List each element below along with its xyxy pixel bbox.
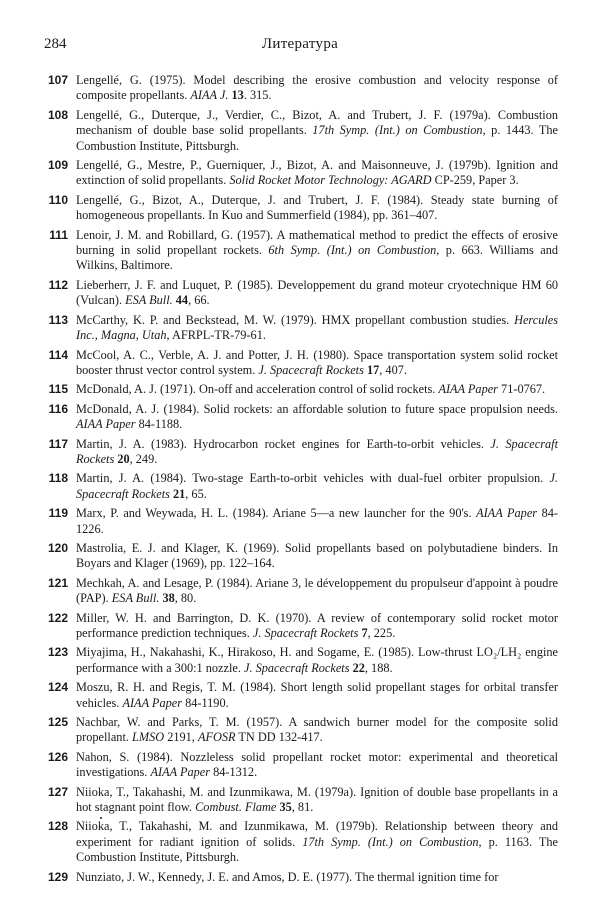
reference-italic-segment: AIAA Paper <box>76 417 136 432</box>
reference-segment: , 249. <box>129 451 158 466</box>
reference-segment: Nunziato, J. W., Kennedy, J. E. and Amos, D. E. (1977). The thermal ignition time for <box>76 869 499 884</box>
reference-italic-segment: AIAA Paper <box>150 765 211 780</box>
reference-segment: 84-1190. <box>182 695 229 710</box>
reference-segment: Moszu, R. H. and Regis, T. M. (1984). Short length solid propellant stages for orbital transfer vehicles. <box>76 680 558 710</box>
reference-volume: 7 <box>361 626 368 640</box>
reference-number: 118 <box>48 471 68 486</box>
reference-item <box>40 611 558 642</box>
reference-italic-segment: J. Spacecraft Rockets <box>244 660 350 675</box>
reference-italic-segment: AFOSR <box>197 730 236 745</box>
reference-segment: , 65. <box>185 486 207 501</box>
reference-number: 121 <box>47 575 68 590</box>
reference-volume: 38 <box>162 591 175 606</box>
reference-number: 129 <box>47 869 68 884</box>
reference-segment: 84-1312. <box>210 765 258 780</box>
reference-italic-segment: AIAA Paper <box>476 506 538 521</box>
reference-item <box>40 193 558 224</box>
reference-text <box>76 402 558 433</box>
reference-segment: McCarthy, K. P. and Beckstead, M. W. (1979). HMX propellant combustion studies. <box>76 312 515 327</box>
reference-number: 124 <box>47 680 68 695</box>
reference-volume: 17 <box>366 362 380 377</box>
reference-segment: Lengellé, G. (1975). Model describing the erosive combustion and velocity response of composite propellants. <box>76 73 558 103</box>
reference-item <box>40 506 558 537</box>
reference-number: 128 <box>47 819 68 834</box>
reference-volume: 22 <box>352 660 365 675</box>
reference-italic-segment: 17th Symp. (Int.) on Combustion <box>312 123 483 138</box>
reference-segment: TN DD 132-417. <box>235 730 323 745</box>
reference-segment: McDonald, A. J. (1971). On-off and acceleration control of solid rockets. <box>76 382 439 397</box>
reference-text <box>76 158 558 189</box>
reference-italic-segment: ESA Bull. <box>125 293 173 308</box>
reference-number: 110 <box>48 192 68 207</box>
reference-volume: 44 <box>175 293 189 308</box>
reference-italic-segment: AIAA J. <box>190 88 229 103</box>
reference-text <box>76 313 558 344</box>
reference-segment: McDonald, A. J. (1984). Solid rockets: an affordable solution to future space propulsion needs. <box>76 401 558 416</box>
reference-italic-segment: Hercules Inc., Magna, Utah <box>76 312 558 343</box>
reference-number: 122 <box>47 610 68 625</box>
reference-text <box>76 819 558 865</box>
reference-item <box>40 576 558 607</box>
reference-segment: . 315. <box>243 88 272 103</box>
reference-item <box>40 108 558 154</box>
reference-item <box>40 471 558 502</box>
reference-item <box>40 348 558 379</box>
reference-number: 108 <box>47 107 68 122</box>
reference-number: 120 <box>47 540 68 555</box>
reference-text <box>76 715 558 746</box>
reference-text <box>76 785 558 816</box>
reference-italic-segment: J. Spacecraft Rockets <box>76 436 558 466</box>
reference-item <box>40 785 558 816</box>
reference-volume: 20 <box>117 451 130 466</box>
reference-italic-segment: 6th Symp. (Int.) on Combustion <box>268 243 437 258</box>
reference-number: 117 <box>48 436 68 451</box>
reference-segment: Lenoir, J. M. and Robillard, G. (1957). A mathematical method to predict the effects of erosive burning in solid propellant rockets. <box>76 227 558 258</box>
reference-segment: McCool, A. C., Verble, A. J. and Potter, J. H. (1980). Space transportation system solid rocket booster thrust vector control system. <box>76 347 558 377</box>
reference-text <box>76 348 558 379</box>
reference-item <box>40 228 558 274</box>
reference-number: 116 <box>48 401 68 416</box>
reference-segment: Niioka, T., Takahashi, M. and Izunmikawa, M. (1979b). Relationship between theory and experiment for radiant ignition of solids. <box>76 819 558 849</box>
reference-text <box>76 680 558 711</box>
reference-item <box>40 402 558 433</box>
reference-segment: Miller, W. H. and Barrington, D. K. (1970). A review of contemporary solid rocket motor performance prediction techniques. <box>76 610 558 640</box>
reference-item <box>40 819 558 865</box>
reference-segment: 2191, <box>164 730 198 745</box>
reference-number: 111 <box>49 227 68 242</box>
reference-segment: , p. 1163. The Combustion Institute, Pittsburgh. <box>76 834 558 865</box>
reference-list <box>40 73 558 889</box>
reference-number: 126 <box>47 749 68 764</box>
reference-item <box>40 437 558 468</box>
reference-number: 112 <box>48 277 68 292</box>
reference-text <box>76 228 558 274</box>
reference-text <box>76 750 558 781</box>
reference-segment: , 80. <box>174 591 197 606</box>
reference-text <box>76 506 558 537</box>
reference-italic-segment: LMSO <box>132 730 165 745</box>
reference-text <box>76 382 558 397</box>
reference-segment: 71-0767. <box>497 382 546 397</box>
reference-volume: 13 <box>231 88 244 103</box>
reference-segment: 84-1226. <box>76 506 558 536</box>
reference-segment: Niioka, T., Takahashi, M. and Izunmikawa, M. (1979a). Ignition of double base propellants in a hot stagnant point flow. <box>76 784 558 815</box>
reference-segment: Miyajima, H., Nakahashi, K., Hirakoso, H. and Sogame, E. (1985). Low-thrust LO₂/LH₂ engine performance with a 300:1 nozzle. <box>76 645 558 675</box>
reference-number: 114 <box>48 347 68 362</box>
reference-item <box>40 870 558 885</box>
reference-item <box>40 278 558 309</box>
running-title: Литература <box>261 36 339 52</box>
reference-text <box>76 471 558 502</box>
reference-segment: Martin, J. A. (1984). Two-stage Earth-to-orbit vehicles with dual-fuel orbiter propulsion. <box>76 471 550 486</box>
reference-item <box>40 73 558 104</box>
reference-volume: 35 <box>279 800 292 815</box>
reference-italic-segment: J. Spacecraft Rockets <box>76 471 558 501</box>
reference-number: 125 <box>47 715 68 730</box>
reference-italic-segment: Combust. Flame <box>195 800 277 815</box>
reference-item <box>40 645 558 676</box>
reference-text <box>76 73 558 104</box>
reference-segment: , 407. <box>379 362 407 377</box>
reference-item <box>40 680 558 711</box>
reference-segment: , 81. <box>291 800 314 815</box>
reference-text <box>76 576 558 607</box>
reference-text <box>76 645 558 676</box>
reference-segment: CP-259, Paper 3. <box>431 173 519 188</box>
reference-item <box>40 158 558 189</box>
reference-segment: , p. 663. Williams and Wilkins, Baltimore. <box>76 243 559 273</box>
stray-mark <box>100 817 102 819</box>
reference-segment: , AFRPL-TR-79-61. <box>166 328 266 343</box>
reference-text <box>76 611 558 642</box>
reference-segment: , 66. <box>188 293 210 308</box>
reference-number: 107 <box>47 73 68 87</box>
reference-text <box>76 870 558 885</box>
page-header <box>44 36 556 56</box>
reference-volume: 21 <box>172 486 186 501</box>
reference-item <box>40 750 558 781</box>
reference-segment: Lieberherr, J. F. and Luquet, P. (1985). Developpement du grand moteur cryotechnique HM 60 (Vulcan). <box>76 277 558 308</box>
reference-segment: Nahon, S. (1984). Nozzleless solid propellant rocket motor: experimental and theoretical investigations. <box>76 749 558 780</box>
reference-italic-segment: Solid Rocket Motor Technology: AGARD <box>229 173 432 188</box>
reference-text <box>76 193 558 224</box>
reference-number: 127 <box>47 784 68 799</box>
reference-text <box>76 437 558 468</box>
reference-segment: Marx, P. and Weywada, H. L. (1984). Ariane 5—a new launcher for the 90's. <box>76 506 477 521</box>
reference-number: 119 <box>48 506 68 521</box>
reference-text <box>76 541 558 572</box>
reference-segment: , p. 1443. The Combustion Institute, Pittsburgh. <box>76 123 558 153</box>
reference-italic-segment: AIAA Paper <box>122 695 182 710</box>
reference-italic-segment: J. Spacecraft Rockets <box>258 362 364 377</box>
reference-item <box>40 541 558 572</box>
reference-segment: Nachbar, W. and Parks, T. M. (1957). A sandwich burner model for the composite solid propellant. <box>76 715 558 745</box>
reference-item <box>40 313 558 344</box>
reference-italic-segment: 17th Symp. (Int.) on Combustion <box>302 834 479 849</box>
reference-segment: Lengellé, G., Bizot, A., Duterque, J. and Trubert, J. F. (1984). Steady state burning of homogeneous propellants. In Kuo and Summerfield (1984), pp. 361–407. <box>76 192 558 223</box>
reference-number: 109 <box>47 158 68 173</box>
reference-number: 113 <box>48 312 68 327</box>
reference-segment: Mastrolia, E. J. and Klager, K. (1969). Solid propellants based on polybutadiene binders. In Boyars and Klager (1969), pp. 122–164. <box>76 540 558 571</box>
reference-segment: Lengellé, G., Mestre, P., Guerniquer, J., Bizot, A. and Maisonneuve, J. (1979b). Ignition and extinction of solid propellants. <box>76 158 558 188</box>
reference-item <box>40 715 558 746</box>
reference-segment: , 225. <box>367 626 396 640</box>
reference-segment: Mechkah, A. and Lesage, P. (1984). Ariane 3, le développement du propulseur d'appoint à poudre (PAP). <box>76 575 558 606</box>
reference-text <box>76 108 558 154</box>
reference-segment: , 188. <box>364 660 393 675</box>
reference-segment: Martin, J. A. (1983). Hydrocarbon rocket engines for Earth-to-orbit vehicles. <box>76 436 491 451</box>
page-number: 284 <box>44 36 67 52</box>
reference-italic-segment: AIAA Paper <box>438 382 498 397</box>
reference-number: 123 <box>47 645 68 660</box>
reference-number: 115 <box>48 382 68 397</box>
reference-italic-segment: ESA Bull. <box>111 591 160 606</box>
reference-segment: Lengellé, G., Duterque, J., Verdier, C., Bizot, A. and Trubert, J. F. (1979a). Combustion mechanism of double base solid propellants. <box>76 107 558 138</box>
reference-segment: 84-1188. <box>135 417 183 432</box>
reference-text <box>76 278 558 309</box>
reference-item <box>40 382 558 397</box>
reference-italic-segment: J. Spacecraft Rockets <box>252 626 359 640</box>
